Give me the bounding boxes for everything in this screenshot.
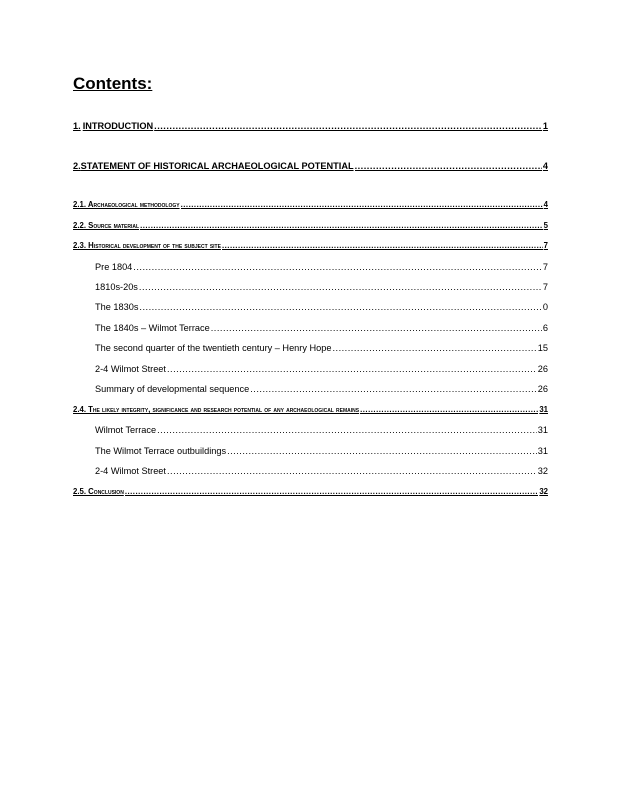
toc-dot-leader — [133, 262, 542, 272]
toc-page-number: 31 — [539, 405, 548, 414]
toc-dot-leader — [250, 384, 537, 394]
toc-entry-label: 2-4 Wilmot Street — [95, 364, 166, 374]
toc-entry-label: The 1830s — [95, 302, 139, 312]
toc-entry-statement[interactable] — [73, 161, 548, 171]
toc-entry-label: Wilmot Terrace — [95, 425, 157, 435]
toc-entry-label: Pre 1804 — [95, 262, 133, 272]
toc-page-number: 1 — [542, 121, 548, 131]
toc-page-number: 7 — [543, 241, 548, 250]
toc-entry-label: The 1840s – Wilmot Terrace — [95, 323, 210, 333]
toc-entry-1830s[interactable] — [95, 302, 548, 312]
toc-dot-leader — [360, 405, 538, 414]
toc-entry-label: 2.1. Archaeological methodology — [73, 200, 180, 209]
toc-entry-1840s[interactable] — [95, 323, 548, 333]
toc-page-number: 4 — [542, 161, 548, 171]
toc-entry-wilmot-street-2[interactable] — [95, 466, 548, 476]
toc-entry-label: 1810s-20s — [95, 282, 138, 292]
toc-entry-second-quarter[interactable] — [95, 343, 548, 353]
toc-entry-introduction[interactable] — [73, 121, 548, 131]
toc-page-number: 31 — [537, 446, 548, 456]
toc-dot-leader — [157, 425, 537, 435]
toc-entry-wilmot-street[interactable] — [95, 364, 548, 374]
toc-entry-wilmot-terrace[interactable] — [95, 425, 548, 435]
toc-dot-leader — [211, 323, 542, 333]
toc-dot-leader — [167, 364, 537, 374]
toc-page-number: 6 — [542, 323, 548, 333]
toc-dot-leader — [139, 282, 542, 292]
toc-entry-2-3[interactable] — [73, 241, 548, 250]
toc-page-number: 7 — [542, 262, 548, 272]
toc-dot-leader — [125, 487, 539, 496]
toc-entry-label: 2-4 Wilmot Street — [95, 466, 166, 476]
toc-entry-outbuildings[interactable] — [95, 446, 548, 456]
toc-entry-1810s-20s[interactable] — [95, 282, 548, 292]
toc-dot-leader — [167, 466, 537, 476]
toc-page-number: 5 — [543, 221, 548, 230]
toc-page-number: 4 — [543, 200, 548, 209]
toc-entry-label: The Wilmot Terrace outbuildings — [95, 446, 227, 456]
toc-page-number: 15 — [537, 343, 548, 353]
toc-entry-label: Summary of developmental sequence — [95, 384, 250, 394]
toc-entry-2-1[interactable] — [73, 200, 548, 209]
toc-entry-label: The second quarter of the twentieth century – Henry Hope — [95, 343, 332, 353]
toc-entry-label: 2.3. Historical development of the subject site — [73, 241, 221, 250]
toc-dot-leader — [355, 161, 542, 171]
toc-dot-leader — [181, 200, 543, 209]
toc-dot-leader — [227, 446, 537, 456]
toc-entry-summary[interactable] — [95, 384, 548, 394]
toc-dot-leader — [154, 121, 542, 131]
toc-dot-leader — [222, 241, 543, 250]
toc-page-number: 7 — [542, 282, 548, 292]
toc-page-number: 26 — [537, 384, 548, 394]
toc-entry-pre-1804[interactable] — [95, 262, 548, 272]
toc-entry-label: 2.5. Conclusion — [73, 487, 124, 496]
toc-entry-label: INTRODUCTION — [82, 121, 154, 131]
toc-entry-2-5[interactable] — [73, 487, 548, 496]
contents-title: Contents: — [73, 74, 153, 93]
toc-page-number: 0 — [542, 302, 548, 312]
toc-page-number: 32 — [537, 466, 548, 476]
toc-entry-label: STATEMENT OF HISTORICAL ARCHAEOLOGICAL POTENTIAL — [80, 161, 354, 171]
toc-entry-number: 2. — [73, 161, 81, 171]
toc-entry-number: 1. — [73, 121, 81, 131]
toc-dot-leader — [139, 302, 541, 312]
toc-dot-leader — [140, 221, 543, 230]
toc-dot-leader — [332, 343, 536, 353]
toc-entry-2-4[interactable] — [73, 405, 548, 414]
toc-page-number: 32 — [539, 487, 548, 496]
toc-entry-label: 2.4. The likely integrity, significance and research potential of any archaeological remains — [73, 405, 360, 414]
toc-page-number: 26 — [537, 364, 548, 374]
toc-entry-label: 2.2. Source material — [73, 221, 140, 230]
toc-page-number: 31 — [537, 425, 548, 435]
toc-entry-2-2[interactable] — [73, 221, 548, 230]
